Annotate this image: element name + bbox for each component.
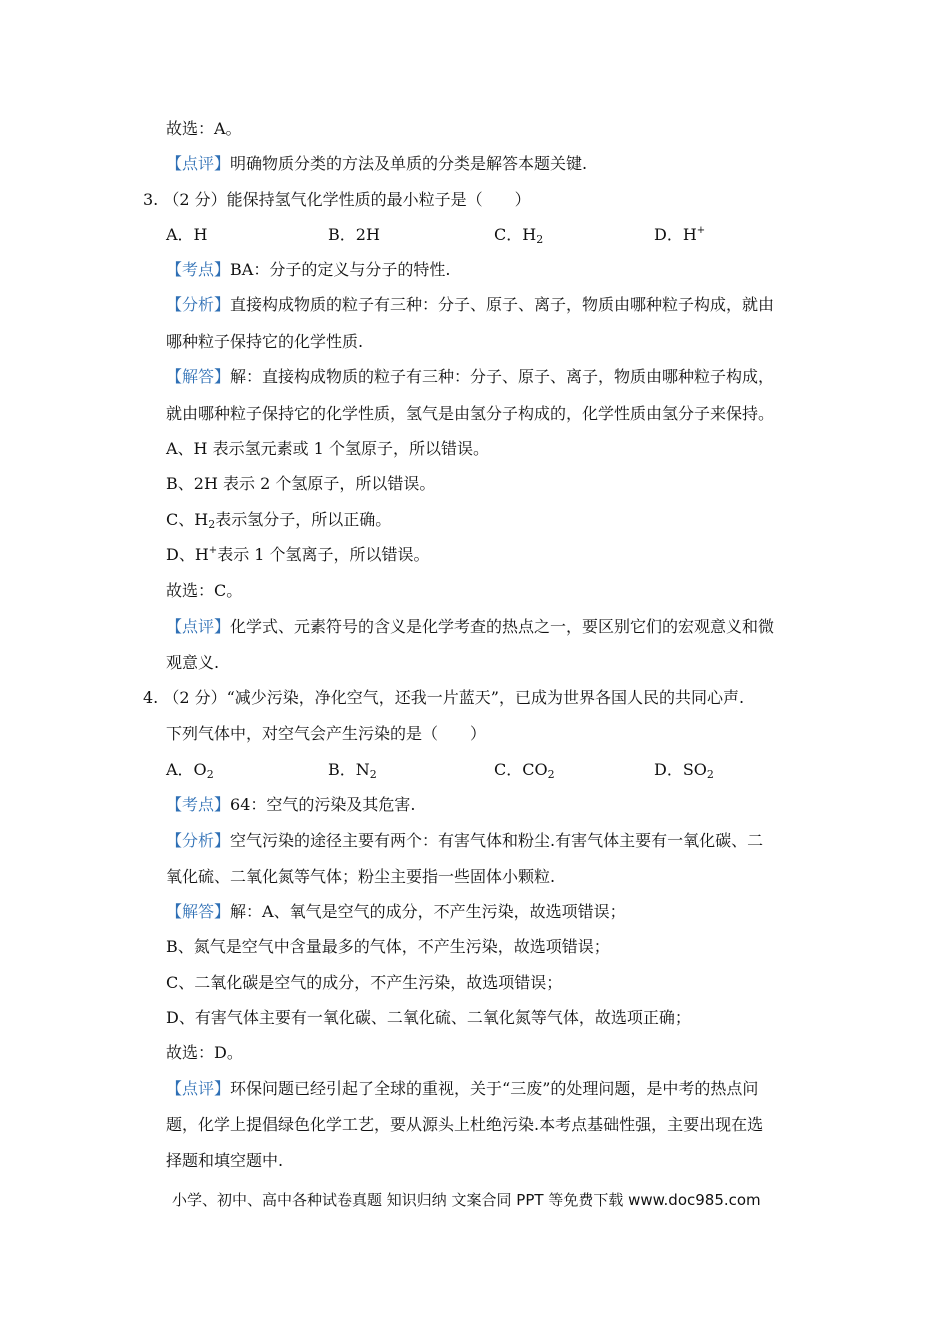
q3-fenxi-1: 【分析】直接构成物质的粒子有三种：分子、原子、离子，物质由哪种粒子构成，就由	[166, 295, 775, 314]
q4-stem-2: 下列气体中，对空气会产生污染的是（ ）	[166, 724, 487, 743]
q4-jieda-b: B、氮气是空气中含量最多的气体，不产生污染，故选项错误；	[166, 937, 610, 956]
q4-answer: 故选：D。	[166, 1043, 243, 1062]
q4-option-a: A．$O_2$	[166, 760, 214, 781]
q3-option-b: B．2H	[328, 225, 380, 244]
q4-fenxi-1: 【分析】空气污染的途径主要有两个：有害气体和粉尘.有害气体主要有一氧化碳、二	[166, 831, 764, 850]
question-text: （2 分）能保持氢气化学性质的最小粒子是（ ）	[163, 190, 531, 209]
q3-stem	[143, 189, 531, 211]
q4-option-d: D．$SO_2$	[654, 760, 714, 781]
q4-fenxi-2: 氧化硫、二氧化氮等气体；粉尘主要指一些固体小颗粒.	[166, 867, 556, 886]
q3-fenxi-2: 哪种粒子保持它的化学性质.	[166, 332, 364, 351]
q4-kaodian: 【考点】64：空气的污染及其危害.	[166, 795, 416, 814]
q3-option-a: A．H	[166, 225, 208, 244]
q3-option-d: D．H+	[654, 225, 706, 244]
q4-jieda-c: C、二氧化碳是空气的成分，不产生污染，故选项错误；	[166, 973, 563, 992]
q3-answer: 故选：C。	[166, 581, 243, 600]
q3-kaodian: 【考点】BA：分子的定义与分子的特性.	[166, 260, 451, 279]
q4-jieda-d: D、有害气体主要有一氧化碳、二氧化硫、二氧化氮等气体，故选项正确；	[166, 1008, 691, 1027]
q4-comment-3: 择题和填空题中.	[166, 1151, 284, 1170]
q4-stem-1: 4. （2 分）“减少污染，净化空气，还我一片蓝天”，已成为世界各国人民的共同心声.	[143, 688, 745, 707]
q4-comment-2: 题，化学上提倡绿色化学工艺，要从源头上杜绝污染.本考点基础性强，主要出现在选	[166, 1115, 764, 1134]
q4-comment-1: 【点评】环保问题已经引起了全球的重视，关于“三废”的处理问题，是中考的热点问	[166, 1079, 759, 1098]
q3-comment-1: 【点评】化学式、元素符号的含义是化学考查的热点之一，要区别它们的宏观意义和微	[166, 617, 775, 636]
question-number: 3.	[143, 190, 159, 209]
q3-jieda-d: D、H+表示 1 个氢离子，所以错误。	[166, 545, 430, 564]
q4-option-c: C．$CO_2$	[494, 760, 555, 781]
q3-jieda-1: 【解答】解：直接构成物质的粒子有三种：分子、原子、离子，物质由哪种粒子构成，	[166, 367, 775, 386]
comment-text: 明确物质分类的方法及单质的分类是解答本题关键.	[230, 154, 588, 173]
q3-jieda-a: A、H 表示氢元素或 1 个氢原子，所以错误。	[166, 439, 489, 458]
q4-option-b: B．$N_2$	[328, 760, 377, 781]
q2-answer: 故选：A。	[166, 119, 242, 138]
comment-tag: 【点评】	[166, 154, 231, 173]
q3-jieda-c: C、$H_2$表示氢分子，所以正确。	[166, 510, 392, 531]
page-footer: 小学、初中、高中各种试卷真题 知识归纳 文案合同 PPT 等免费下载 www.doc985.com	[172, 1191, 761, 1209]
q3-jieda-b: B、2H 表示 2 个氢原子，所以错误。	[166, 474, 436, 493]
question-number: 4.	[143, 688, 159, 707]
q2-comment	[166, 153, 587, 175]
q4-jieda-1: 【解答】解：A、氧气是空气的成分，不产生污染，故选项错误；	[166, 902, 626, 921]
q3-comment-2: 观意义.	[166, 653, 220, 672]
q3-option-c: C．$H_2$	[494, 225, 544, 246]
q3-jieda-2: 就由哪种粒子保持它的化学性质，氢气是由氢分子构成的，化学性质由氢分子来保持。	[166, 404, 775, 423]
